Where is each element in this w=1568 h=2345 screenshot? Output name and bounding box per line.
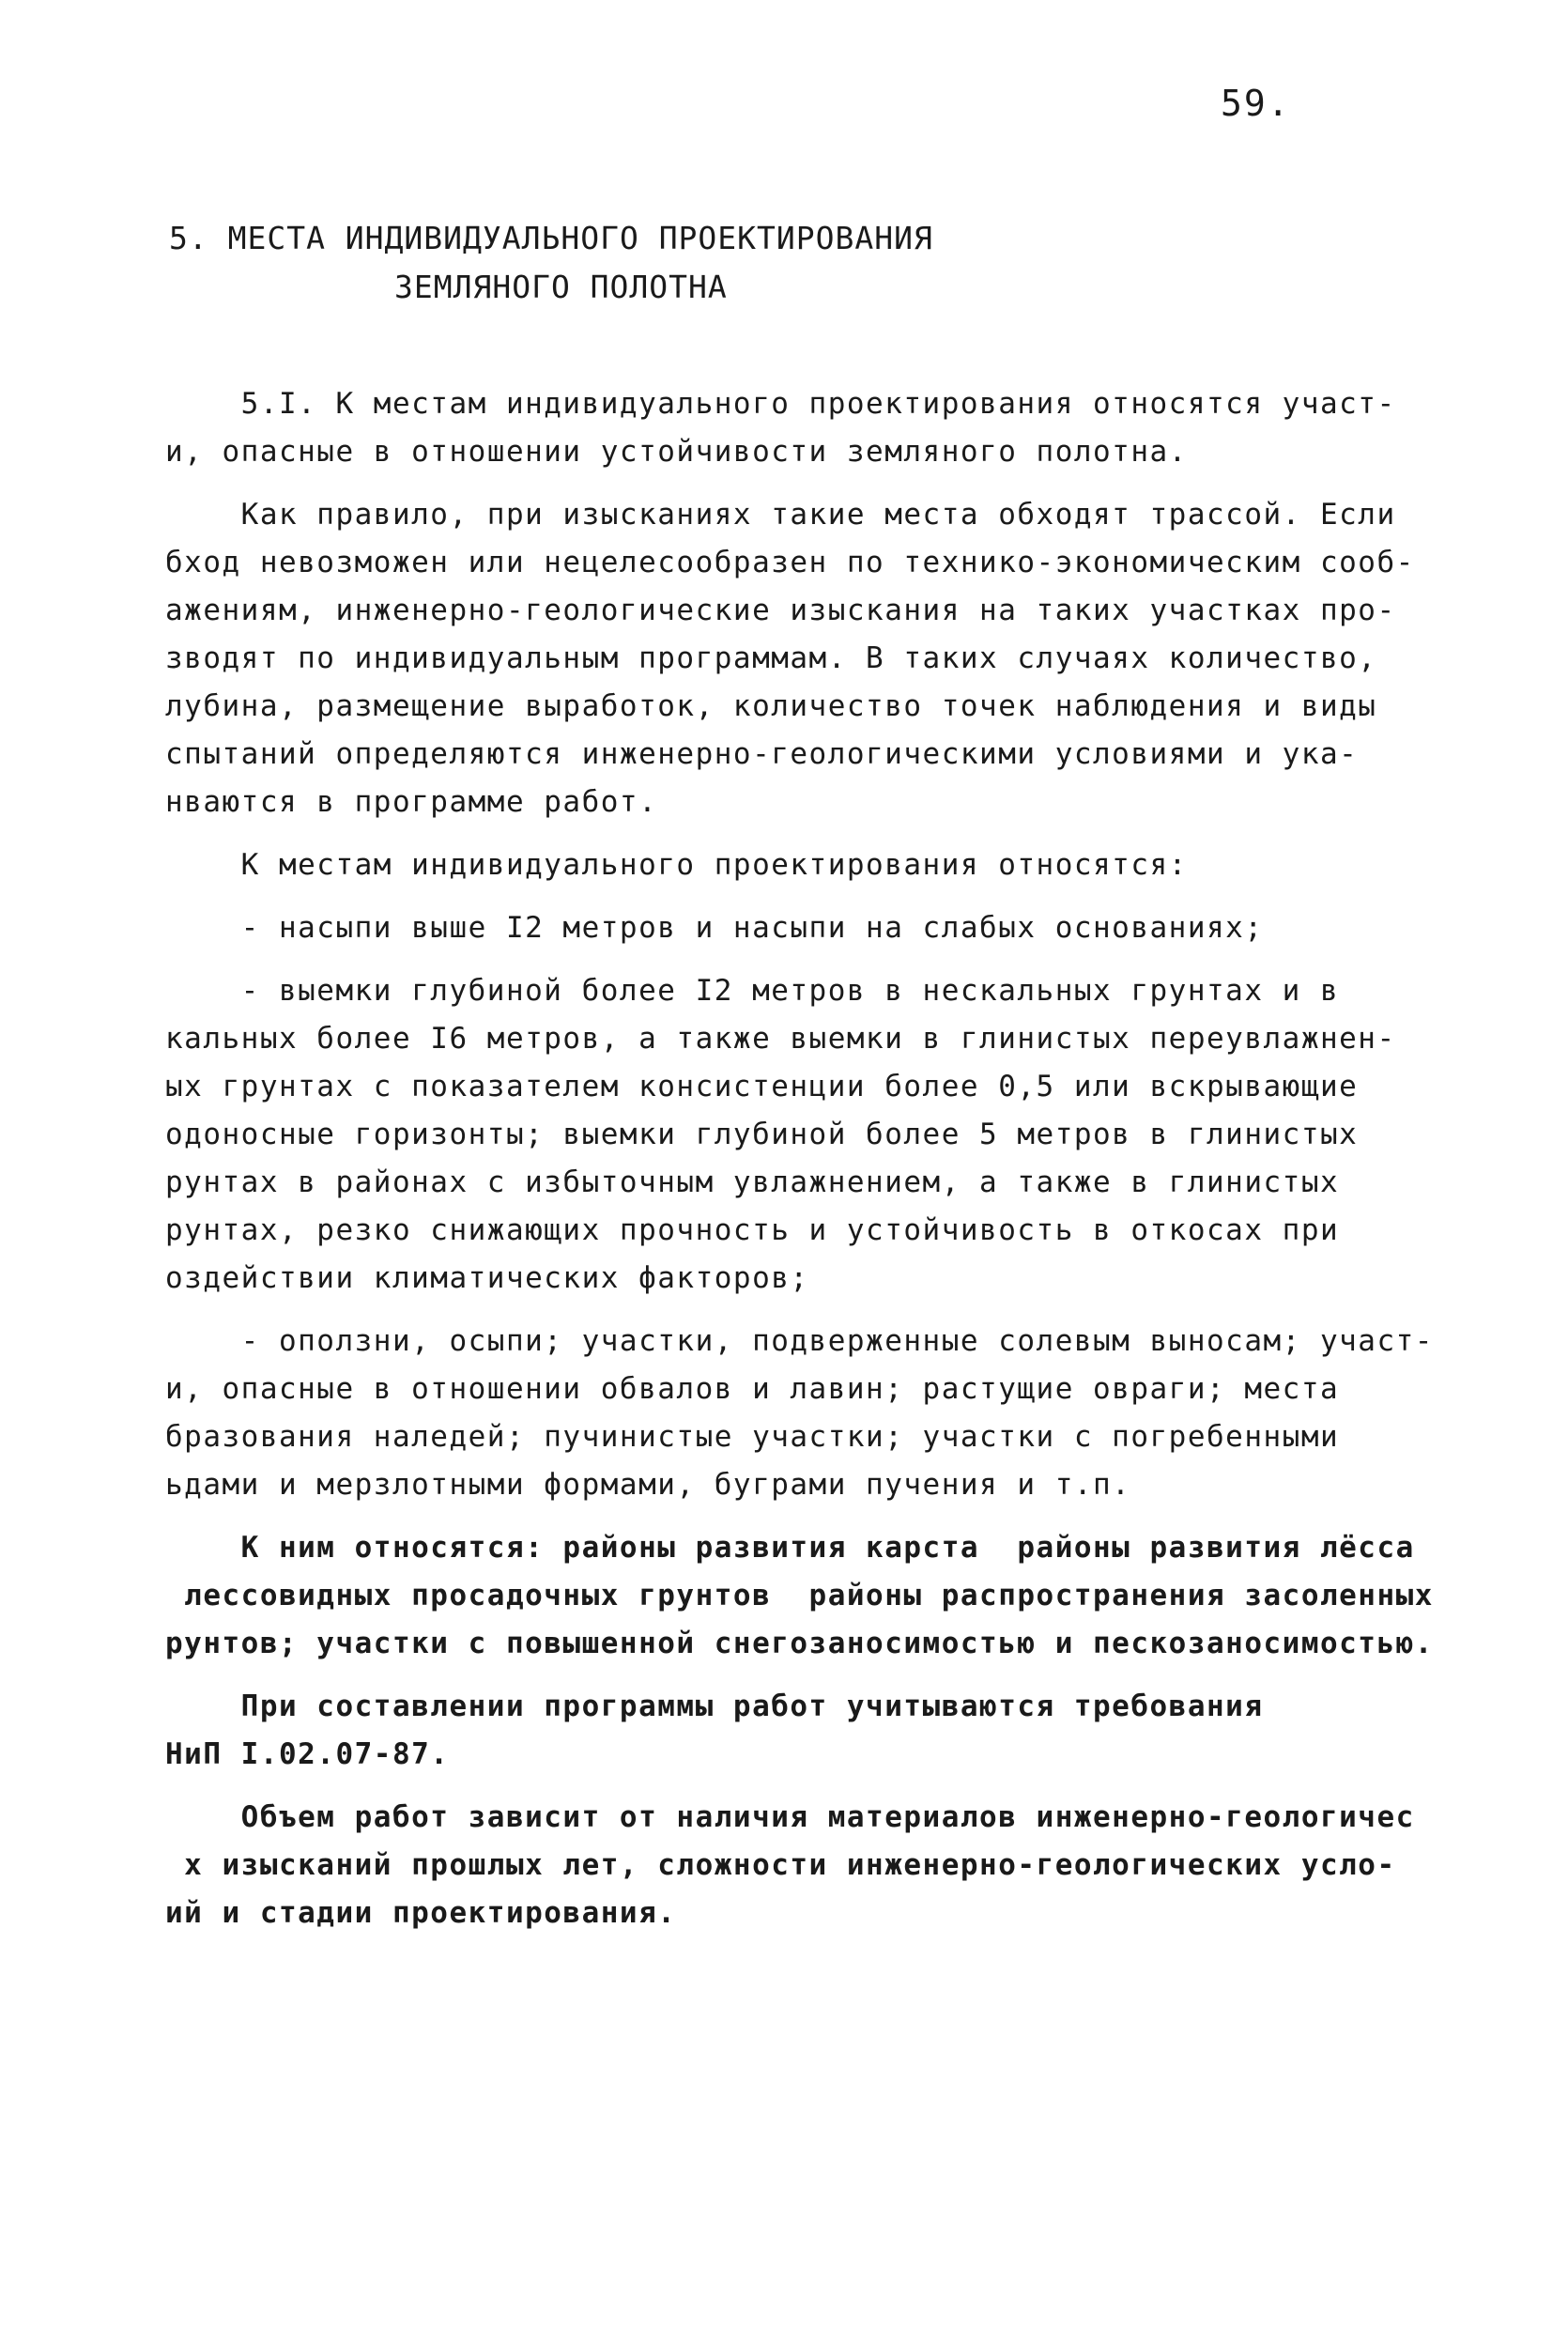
text-line: Как правило, при изысканиях такие места обходят трассой. Если bbox=[165, 498, 1396, 532]
text-line: и, опасные в отношении обвалов и лавин; растущие овраги; места bbox=[165, 1372, 1340, 1406]
text-line: К местам индивидуального проектирования относятся: bbox=[165, 848, 1188, 882]
text-line: - выемки глубиной более I2 метров в нескальных грунтах и в bbox=[165, 974, 1340, 1008]
text-line: оздействии климатических факторов; bbox=[165, 1261, 809, 1295]
text-line: лессовидных просадочных грунтов районы распространения засоленных bbox=[165, 1579, 1434, 1612]
paragraph bbox=[165, 491, 1433, 826]
paragraph bbox=[165, 841, 1433, 889]
paragraph bbox=[165, 1683, 1433, 1779]
text-line: Объем работ зависит от наличия материалов инженерно-геологичес bbox=[165, 1800, 1415, 1834]
text-line: При составлении программы работ учитываются требования bbox=[165, 1689, 1264, 1723]
section-heading bbox=[169, 214, 933, 312]
paragraph bbox=[165, 967, 1433, 1303]
text-line: НиП I.02.07-87. bbox=[165, 1737, 450, 1771]
text-line: лубина, размещение выработок, количество точек наблюдения и виды bbox=[165, 689, 1377, 723]
text-line: одоносные горизонты; выемки глубиной более 5 метров в глинистых bbox=[165, 1118, 1359, 1151]
text-line: и, опасные в отношении устойчивости земляного полотна. bbox=[165, 435, 1188, 469]
document-body bbox=[165, 380, 1433, 1952]
text-line: - насыпи выше I2 метров и насыпи на слабых основаниях; bbox=[165, 911, 1264, 945]
text-line: рунтах, резко снижающих прочность и устойчивость в откосах при bbox=[165, 1213, 1340, 1247]
text-line: ых грунтах с показателем консистенции более 0,5 или вскрывающие bbox=[165, 1070, 1359, 1103]
text-line: ьдами и мерзлотными формами, буграми пучения и т.п. bbox=[165, 1468, 1131, 1502]
text-line: кальных более I6 метров, а также выемки в глинистых переувлажнен- bbox=[165, 1022, 1396, 1056]
section-heading-line-1: 5. МЕСТА ИНДИВИДУАЛЬНОГО ПРОЕКТИРОВАНИЯ bbox=[169, 220, 933, 256]
text-line: - оползни, осыпи; участки, подверженные солевым выносам; участ- bbox=[165, 1324, 1434, 1358]
text-line: зводят по индивидуальным программам. В таких случаях количество, bbox=[165, 641, 1377, 675]
paragraph bbox=[165, 380, 1433, 476]
paragraph bbox=[165, 904, 1433, 952]
text-line: нваются в программе работ. bbox=[165, 785, 658, 819]
text-line: ажениям, инженерно-геологические изыскания на таких участках про- bbox=[165, 594, 1396, 627]
text-line: К ним относятся: районы развития карста районы развития лёсса bbox=[165, 1531, 1415, 1565]
text-line: бход невозможен или нецелесообразен по технико-экономическим сооб- bbox=[165, 546, 1415, 579]
text-line: рунтов; участки с повышенной снегозаносимостью и пескозаносимостью. bbox=[165, 1627, 1434, 1660]
text-line: х изысканий прошлых лет, сложности инженерно-геологических усло- bbox=[165, 1848, 1396, 1882]
text-line: спытаний определяются инженерно-геологическими условиями и ука- bbox=[165, 737, 1359, 771]
paragraph bbox=[165, 1524, 1433, 1668]
paragraph bbox=[165, 1318, 1433, 1509]
text-line: бразования наледей; пучинистые участки; участки с погребенными bbox=[165, 1420, 1340, 1454]
text-line: ий и стадии проектирования. bbox=[165, 1896, 677, 1930]
text-line: рунтах в районах с избыточным увлажнением, а также в глинистых bbox=[165, 1165, 1340, 1199]
paragraph bbox=[165, 1794, 1433, 1937]
page-number: 59. bbox=[1221, 83, 1291, 124]
section-heading-line-2: ЗЕМЛЯНОГО ПОЛОТНА bbox=[394, 269, 728, 305]
text-line: 5.I. К местам индивидуального проектирования относятся участ- bbox=[165, 387, 1396, 421]
